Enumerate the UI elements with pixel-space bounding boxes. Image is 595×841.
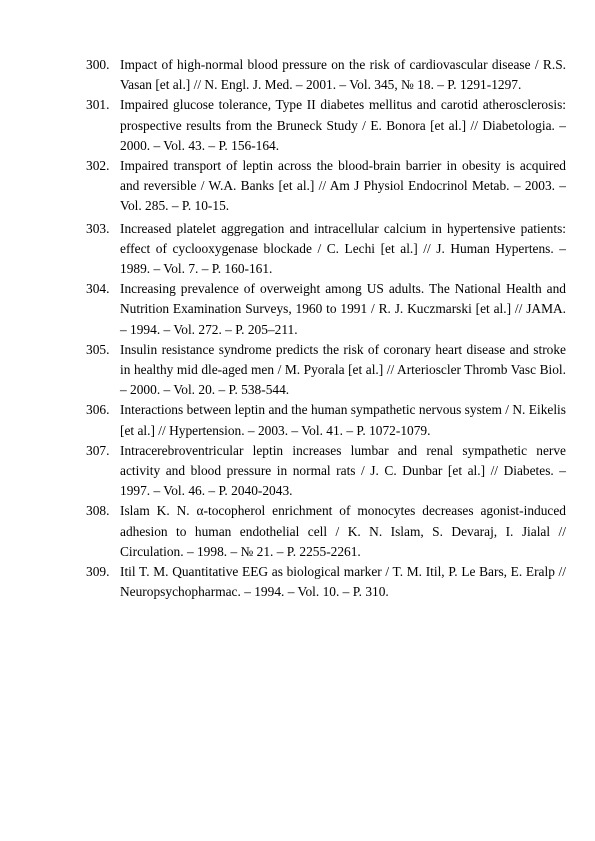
reference-text: Impaired transport of leptin across the blood-brain barrier in obesity is acquired and reversible / W.A. Banks [et al.] // Am J Physiol Endocrinol Metab. – 2003. – Vol. 285. – P. 10-15. [120,158,566,214]
reference-number: 306. [86,402,110,418]
reference-text: Increased platelet aggregation and intracellular calcium in hypertensive patients: effect of cyclooxygenase blockade / C. Lechi [et al.] // J. Human Hypertens. – 1989. – Vol. 7. – P. 160-161. [120,220,566,277]
reference-number: 302. [86,158,110,174]
reference-item [86,55,566,95]
reference-number: 308. [86,503,110,519]
reference-item [86,400,566,440]
reference-number: 303. [86,220,110,236]
reference-item [86,156,566,217]
reference-text: Impact of high-normal blood pressure on the risk of cardiovascular disease / R.S. Vasan [et al.] // N. Engl. J. Med. – 2001. – Vol. 345, № 18. – P. 1291-1297. [120,57,566,93]
reference-item [86,501,566,562]
reference-text: Islam K. N. α-tocopherol enrichment of monocytes decreases agonist-induced adhesion to human endothelial cell / K. N. Islam, S. Devaraj, I. Jialal // Circulation. – 1998. – № 21. – P. 2255-2261. [120,503,566,559]
reference-text: Itil T. M. Quantitative EEG as biological marker / T. M. Itil, P. Le Bars, E. Eralp // Neuropsychopharmac. – 1994. – Vol. 10. – P. 310. [120,564,566,600]
reference-number: 305. [86,341,110,357]
reference-number: 300. [86,57,110,72]
reference-text: Increasing prevalence of overweight among US adults. The National Health and Nutrition Examination Surveys, 1960 to 1991 / R. J. Kuczmarski [et al.] // JAMA. – 1994. – Vol. 272. – P. 205–211. [120,281,566,337]
reference-number: 307. [86,442,110,458]
reference-text: Intracerebroventricular leptin increases lumbar and renal sympathetic nerve activity and blood pressure in normal rats / J. C. Dunbar [et al.] // Diabetes. – 1997. – Vol. 46. – P. 2040-2043. [120,442,566,499]
reference-item [86,340,566,401]
reference-item [86,95,566,156]
reference-text: Impaired glucose tolerance, Type II diabetes mellitus and carotid atherosclerosis: prospective results from the Bruneck Study / E. Bonora [et al.] // Diabetologia. – 2000. – Vol. 43. – P. 156-164. [120,97,566,153]
reference-number: 301. [86,97,110,113]
reference-item [86,219,566,280]
reference-number: 309. [86,564,110,580]
reference-list [86,55,566,602]
reference-item [86,562,566,602]
reference-text: Insulin resistance syndrome predicts the risk of coronary heart disease and stroke in healthy mid dle-aged men / M. Pyorala [et al.] // Arterioscler Thromb Vasc Biol. – 2000. – Vol. 20. – P. 538-544. [120,341,566,398]
reference-item [86,441,566,502]
reference-number: 304. [86,281,110,297]
reference-item [86,279,566,340]
reference-text: Interactions between leptin and the human sympathetic nervous system / N. Eikelis [et al.] // Hypertension. – 2003. – Vol. 41. – P. 1072-1079. [120,402,566,438]
